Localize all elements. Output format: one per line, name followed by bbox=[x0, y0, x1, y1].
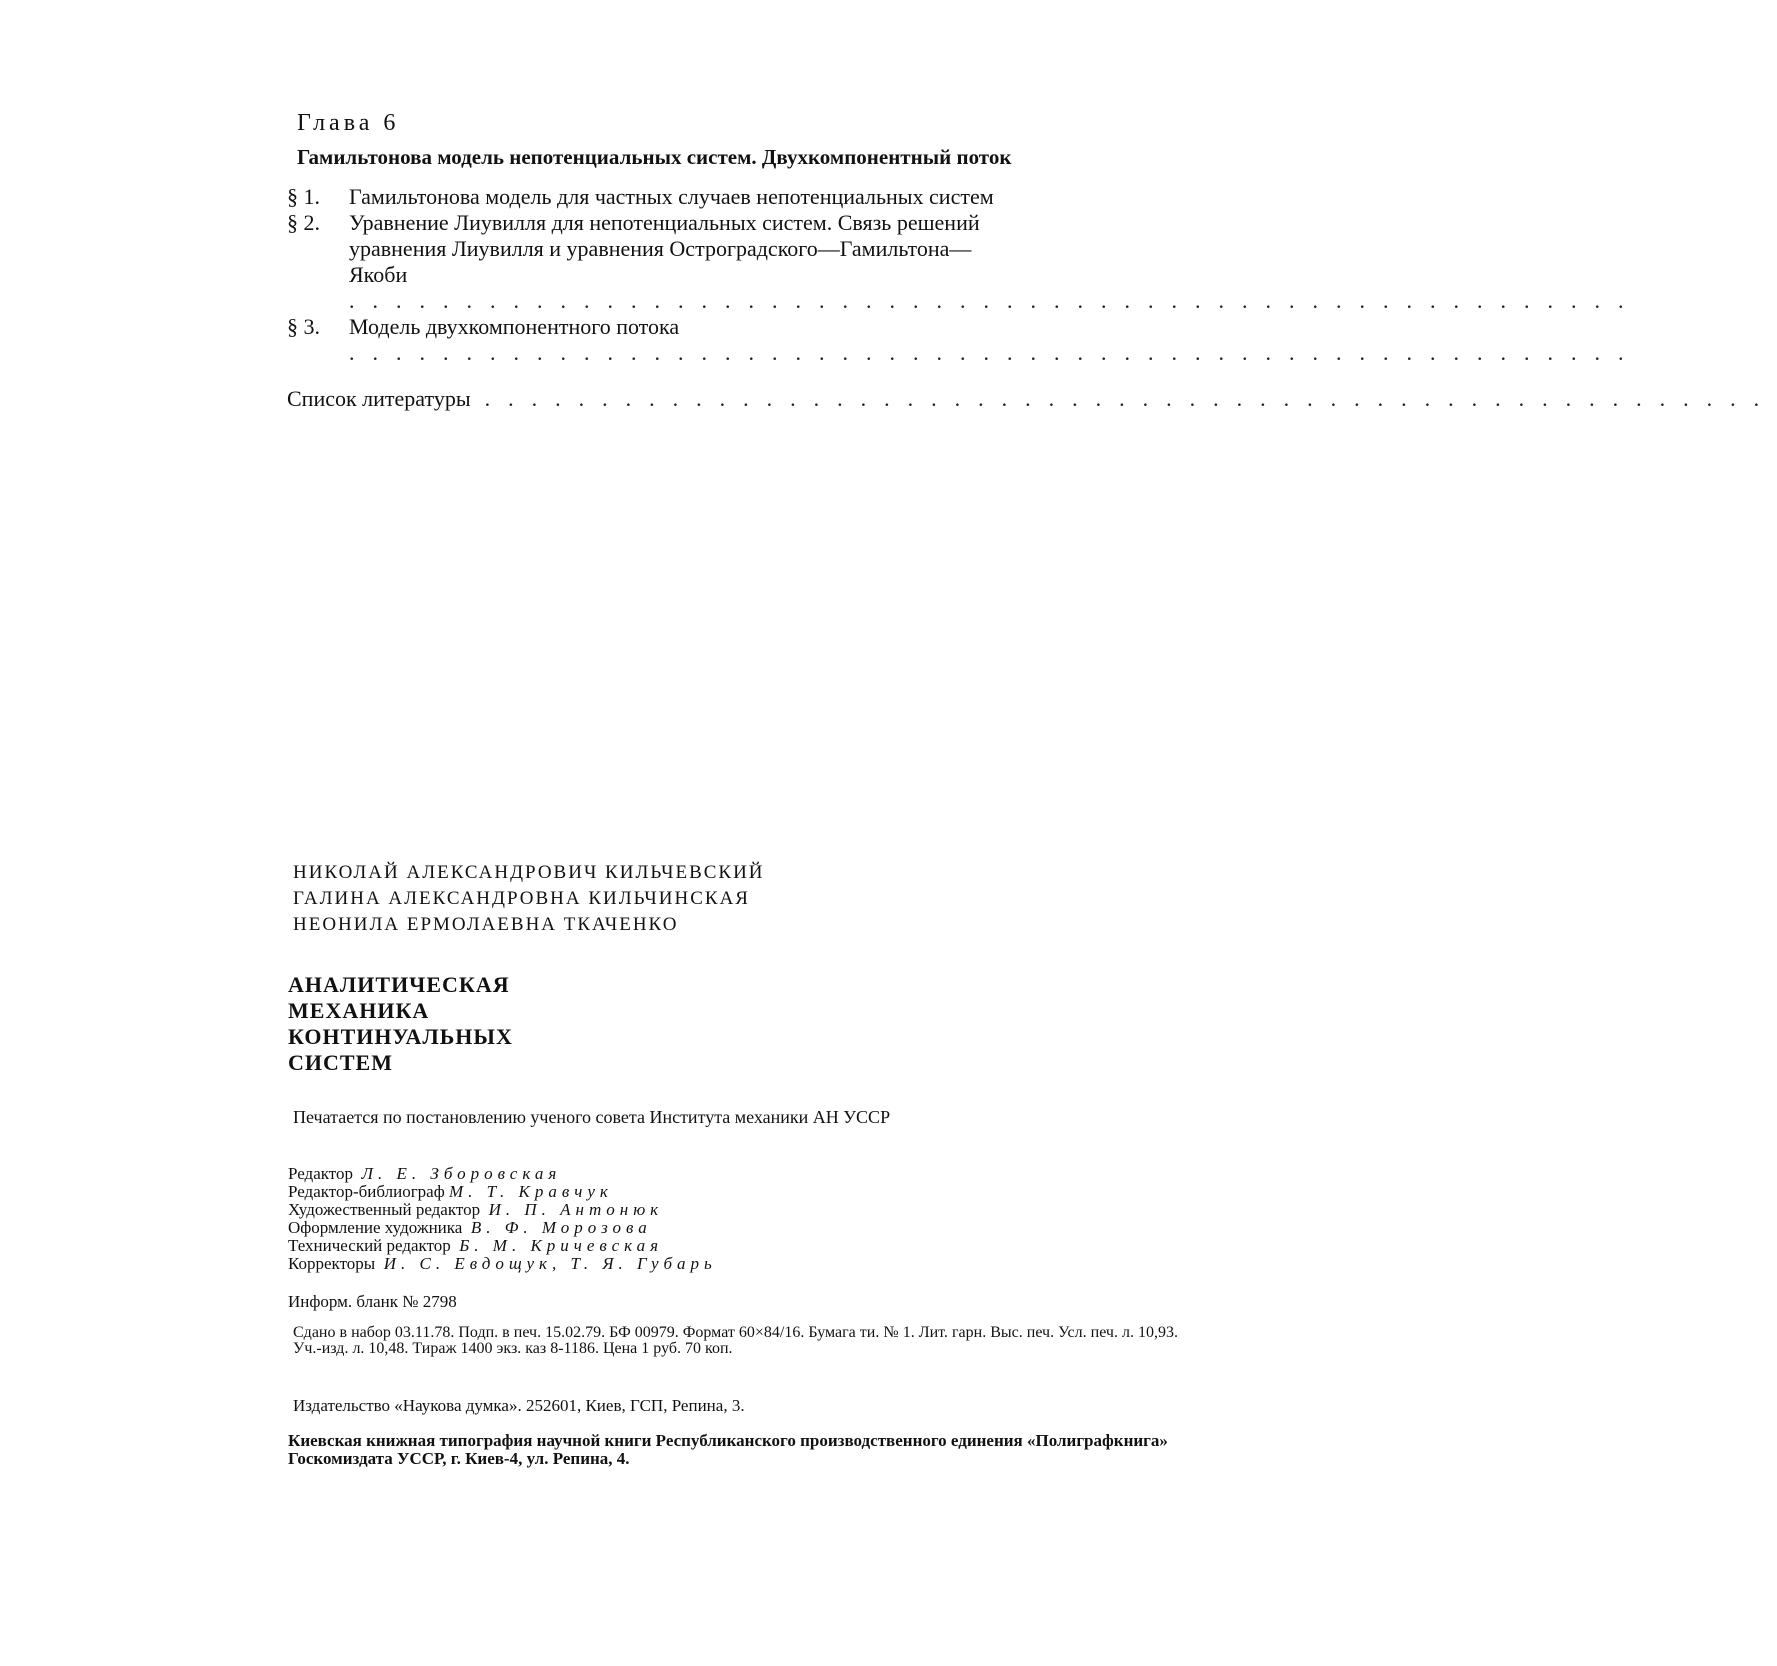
book-title bbox=[288, 972, 513, 1076]
credit-name: В. Ф. Морозова bbox=[470, 1218, 652, 1237]
credit-name: Л. Е. Зборовская bbox=[361, 1164, 562, 1183]
leader-dots: ....................................................... bbox=[349, 288, 1642, 313]
section-number: § 2. bbox=[287, 210, 320, 235]
leader-dots: ....................................................... bbox=[349, 340, 1642, 365]
printing-details: Сдано в набор 03.11.78. Подп. в печ. 15.02.79. БФ 00979. Формат 60×84/16. Бумага ти. № 1. Лит. гарн. Выс. печ. Усл. печ. л. 10,93. Уч.-изд. л. 10,48. Тираж 1400 экз. каз 8-1186. Цена 1 руб. 70 коп. bbox=[293, 1324, 1178, 1357]
credit-name: И. П. Антонюк bbox=[488, 1200, 664, 1219]
credits bbox=[288, 1165, 717, 1273]
credit-role: Художественный редактор bbox=[288, 1200, 481, 1219]
literature-label: Список литературы bbox=[287, 386, 471, 411]
printing-house: Киевская книжная типография научной книги Республиканского производственного единения «Полиграфкнига» Госкомиздата УССР, г. Киев-4, ул. Репина, 4. bbox=[288, 1431, 1168, 1468]
book-title-line: АНАЛИТИЧЕСКАЯ bbox=[288, 972, 510, 997]
section-title bbox=[349, 314, 1642, 366]
approval-note: Печатается по постановлению ученого совета Института механики АН УССР bbox=[293, 1107, 891, 1127]
section-title-line bbox=[349, 262, 1642, 314]
author-name: НИКОЛАЙ АЛЕКСАНДРОВИЧ КИЛЬЧЕВСКИЙ bbox=[293, 862, 765, 883]
section-title-line: уравнения Лиувилля и уравнения Остроградского—Гамильтона— bbox=[349, 236, 972, 261]
credit-row bbox=[288, 1237, 717, 1255]
credit-row bbox=[288, 1255, 717, 1273]
toc-entry-3 bbox=[287, 314, 1642, 366]
table-of-contents bbox=[287, 110, 1777, 412]
chapter-title: Гамильтонова модель непотенциальных систем. Двухкомпонентный поток bbox=[297, 145, 1012, 169]
section-title-line: Уравнение Лиувилля для непотенциальных систем. Связь решений bbox=[349, 210, 980, 235]
credit-row bbox=[288, 1183, 717, 1201]
inform-blank: Информ. бланк № 2798 bbox=[288, 1292, 457, 1311]
section-number: § 3. bbox=[287, 314, 320, 339]
section-title bbox=[349, 210, 1642, 314]
credit-row bbox=[288, 1165, 717, 1183]
section-number: § 1. bbox=[287, 184, 320, 209]
book-title-line: КОНТИНУАЛЬНЫХ bbox=[288, 1024, 513, 1049]
author-name: НЕОНИЛА ЕРМОЛАЕВНА ТКАЧЕНКО bbox=[293, 914, 679, 935]
authors bbox=[293, 860, 765, 938]
credit-name: Б. М. Кричевская bbox=[459, 1236, 664, 1255]
publisher: Издательство «Наукова думка». 252601, Киев, ГСП, Репина, 3. bbox=[293, 1396, 745, 1415]
credit-role: Редактор-библиограф bbox=[288, 1182, 445, 1201]
section-title-last: Модель двухкомпонентного потока bbox=[349, 314, 680, 339]
credit-role: Технический редактор bbox=[288, 1236, 451, 1255]
credit-role: Корректоры bbox=[288, 1254, 376, 1273]
section-title-line: Гамильтонова модель для частных случаев непотенциальных систем bbox=[349, 184, 994, 209]
credit-row bbox=[288, 1201, 717, 1219]
credit-name: М. Т. Кравчук bbox=[449, 1182, 613, 1201]
section-title-last: Якоби bbox=[349, 262, 408, 287]
leader-dots: ....................................................... bbox=[484, 386, 1777, 411]
toc-entry-1 bbox=[287, 184, 1167, 210]
toc-literature bbox=[287, 386, 1777, 412]
section-title bbox=[349, 184, 1167, 210]
credit-name: И. С. Евдощук, Т. Я. Губарь bbox=[383, 1254, 717, 1273]
section-title-line bbox=[349, 314, 1642, 366]
book-title-line: МЕХАНИКА bbox=[288, 998, 430, 1023]
chapter-label: Глава 6 bbox=[297, 110, 400, 136]
credit-row bbox=[288, 1219, 717, 1237]
author-name: ГАЛИНА АЛЕКСАНДРОВНА КИЛЬЧИНСКАЯ bbox=[293, 888, 750, 909]
toc-entry-2 bbox=[287, 210, 1642, 314]
credit-role: Оформление художника bbox=[288, 1218, 463, 1237]
book-title-line: СИСТЕМ bbox=[288, 1050, 393, 1075]
credit-role: Редактор bbox=[288, 1164, 353, 1183]
